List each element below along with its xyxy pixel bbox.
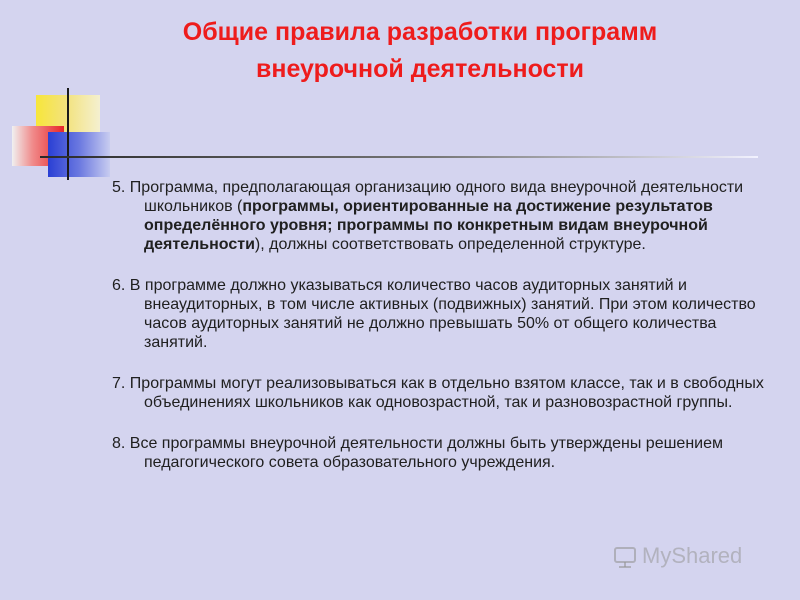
- blue-square-decoration: [48, 132, 110, 177]
- paragraph-5-bold: программы, ориентированные на достижение результатов определённого уровня; программы по конкретным видам внеурочной деятельности: [144, 198, 713, 253]
- paragraph-8: 8. Все программы внеурочной деятельности должны быть утверждены решением педагогического совета образовательного учреждения.: [112, 435, 723, 471]
- myshared-logo-icon: [612, 543, 638, 569]
- paragraph-5-end: ), должны соответствовать определенной структуре.: [254, 236, 646, 253]
- horizontal-divider: [40, 156, 758, 158]
- watermark-text: MyShared: [642, 543, 743, 568]
- paragraph-5: [112, 178, 780, 254]
- title-line-1: Общие правила разработки программ: [182, 18, 658, 46]
- vertical-line-decoration: [67, 88, 69, 180]
- paragraph-7: 7. Программы могут реализовываться как в отдельно взятом классе, так и в свободных объединениях школьников как одновозрастной, так и разновозрастной группы.: [112, 375, 764, 411]
- slide-content: [112, 178, 780, 494]
- watermark: [612, 540, 742, 572]
- title-line-2: внеурочной деятельности: [255, 55, 585, 83]
- paragraph-6: 6. В программе должно указываться количество часов аудиторных занятий и внеаудиторных, в том числе активных (подвижных) занятий. При этом количество часов аудиторных занятий не должно превышать 50% от общего количества занятий.: [112, 277, 756, 351]
- paragraph-5-start: 5. Программа, предполагающая организацию одного вида внеурочной деятельности школьников (: [112, 179, 744, 215]
- slide-title: [100, 14, 740, 88]
